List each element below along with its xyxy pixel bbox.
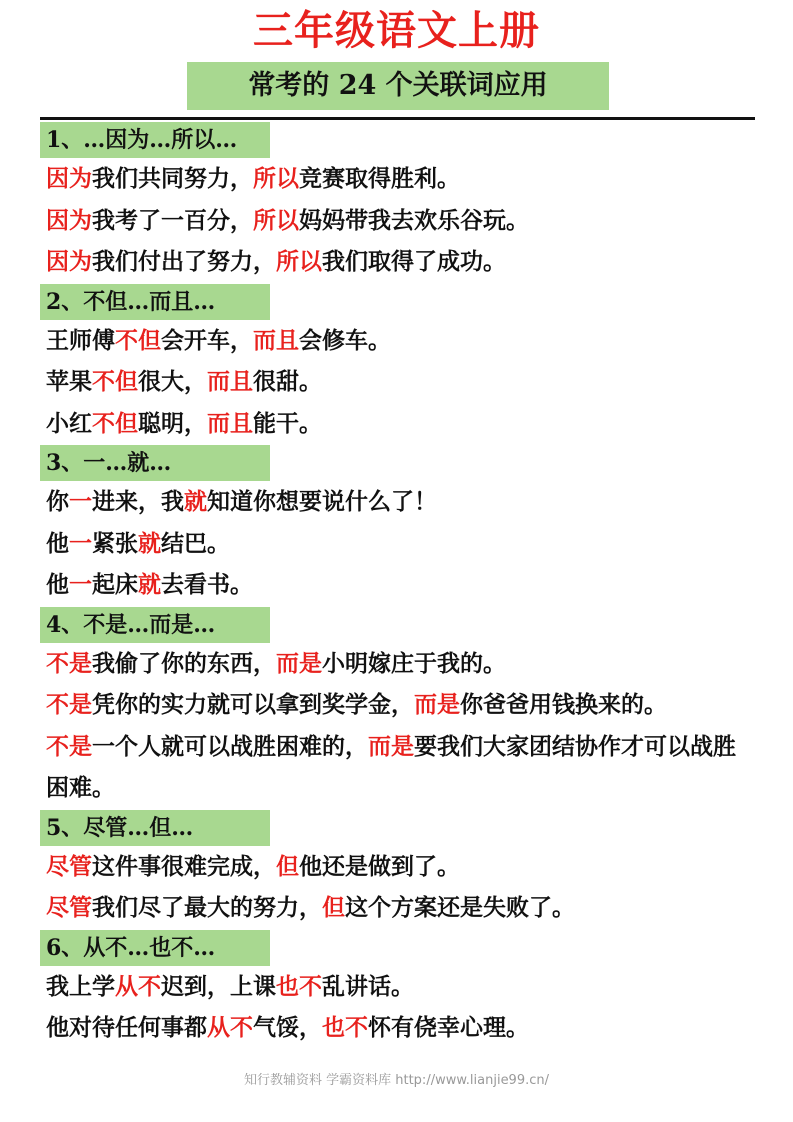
sentence-text: 聪明， [138,409,207,437]
sentence-text: 我考了一百分， [92,206,253,234]
example-sentence [40,846,755,888]
example-sentence [40,684,755,726]
conjunction-keyword: 不但 [115,326,161,354]
sentence-text: 妈妈带我去欢乐谷玩。 [299,206,529,234]
sentence-text: 要我们大家团结协作才可以战胜困难。 [46,732,736,801]
sentence-text: 我上学 [46,972,115,1000]
sentence-text: 他 [46,529,69,557]
conjunction-keyword: 但 [276,852,299,880]
conjunction-keyword: 就 [138,571,161,598]
conjunction-keyword: 一 [69,571,92,598]
conjunction-keyword: 所以 [276,248,322,275]
conjunction-keyword: 尽管 [46,894,92,921]
conjunction-keyword: 而是 [368,732,414,760]
sentence-text: 一个人就可以战胜困难的， [92,732,368,760]
title-divider [40,117,755,120]
sentence-text: 迟到，上课 [161,972,276,1000]
example-sentence [40,564,755,606]
sentence-text: 能干。 [253,409,322,437]
conjunction-keyword: 从不 [207,1014,253,1041]
sentence-text: 怀有侥幸心理。 [368,1014,529,1041]
sentence-text: 他 [46,571,69,598]
sentence-text: 起床 [92,571,138,598]
sentence-text: 这件事很难完成， [92,852,276,880]
conjunction-keyword: 就 [184,488,207,515]
sentence-text: 你 [46,488,69,515]
sentence-text: 王师傅 [46,326,115,354]
conjunction-keyword: 而且 [207,409,253,437]
example-sentence [40,1007,755,1049]
example-sentence [40,403,755,445]
conjunction-keyword: 从不 [115,972,161,1000]
conjunction-keyword: 也不 [322,1014,368,1041]
conjunction-keyword: 所以 [253,165,299,192]
example-sentence [40,887,755,929]
sentence-text: 他还是做到了。 [299,852,460,880]
conjunction-keyword: 不是 [46,732,92,760]
conjunction-keyword: 一 [69,488,92,515]
conjunction-keyword: 不是 [46,649,92,677]
conjunction-keyword: 尽管 [46,852,92,880]
sentence-text: 竞赛取得胜利。 [299,165,460,192]
conjunction-keyword: 也不 [276,972,322,1000]
sentence-text: 这个方案还是失败了。 [345,894,575,921]
sentence-text: 我们共同努力， [92,165,253,192]
section-heading: 1、…因为…所以… [40,122,270,158]
example-sentence [40,643,755,685]
conjunction-keyword: 不但 [92,409,138,437]
section-heading: 6、从不…也不… [40,930,270,966]
conjunction-keyword: 所以 [253,206,299,234]
example-sentence [40,481,755,523]
example-sentence [40,523,755,565]
sentence-text: 会开车， [161,326,253,354]
document-body [40,121,755,1049]
example-sentence [40,158,755,200]
example-sentence [40,966,755,1008]
sentence-text: 小红 [46,409,92,437]
conjunction-keyword: 但 [322,894,345,921]
sentence-text: 凭你的实力就可以拿到奖学金， [92,691,414,718]
conjunction-keyword: 不是 [46,691,92,718]
example-sentence [40,200,755,242]
sentence-text: 我们尽了最大的努力， [92,894,322,921]
conjunction-keyword: 而是 [414,691,460,718]
section-heading: 3、一…就… [40,445,270,481]
conjunction-keyword: 就 [138,529,161,557]
example-sentence [40,726,755,809]
sentence-text: 我偷了你的东西， [92,649,276,677]
sentence-text: 进来，我 [92,488,184,515]
conjunction-keyword: 一 [69,529,92,557]
sentence-text: 紧张 [92,529,138,557]
sentence-text: 苹果 [46,368,92,395]
page-subtitle: 常考的 24 个关联词应用 [187,62,609,110]
conjunction-keyword: 因为 [46,248,92,275]
conjunction-keyword: 不但 [92,368,138,395]
conjunction-keyword: 因为 [46,206,92,234]
sentence-text: 气馁， [253,1014,322,1041]
sentence-text: 小明嫁庄于我的。 [322,649,506,677]
section-heading: 4、不是…而是… [40,607,270,643]
example-sentence [40,241,755,283]
watermark: 知行教辅资料 学霸资料库 http://www.lianjie99.cn/ [243,1073,550,1088]
conjunction-keyword: 而是 [276,649,322,677]
sentence-text: 去看书。 [161,571,253,598]
sentence-text: 结巴。 [161,529,230,557]
sentence-text: 我们取得了成功。 [322,248,506,275]
conjunction-keyword: 而且 [207,368,253,395]
sentence-text: 你爸爸用钱换来的。 [460,691,667,718]
sentence-text: 乱讲话。 [322,972,414,1000]
section-heading: 5、尽管…但… [40,810,270,846]
page-title: 三年级语文上册 [253,7,540,54]
sentence-text: 知道你想要说什么了！ [207,488,437,515]
section-heading: 2、不但…而且… [40,284,270,320]
sentence-text: 会修车。 [299,326,391,354]
example-sentence [40,320,755,362]
example-sentence [40,361,755,403]
conjunction-keyword: 因为 [46,165,92,192]
sentence-text: 我们付出了努力， [92,248,276,275]
conjunction-keyword: 而且 [253,326,299,354]
sentence-text: 很甜。 [253,368,322,395]
sentence-text: 很大， [138,368,207,395]
sentence-text: 他对待任何事都 [46,1014,207,1041]
